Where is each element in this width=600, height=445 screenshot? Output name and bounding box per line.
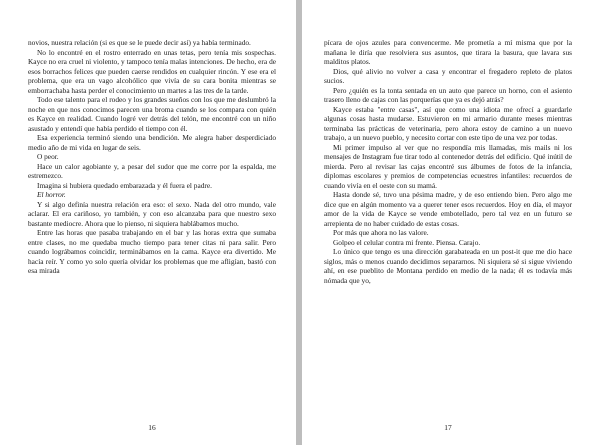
paragraph: No lo encontré en el rostro enterrado en unas tetas, pero tenía mis sospechas. Kayce no era cruel ni violento, y tampoco tenía malas intenciones. De hecho, era de esos borrachos felices que pueden caerse rendidos en cualquier rincón. Y ese era el problema, que era un vago alcohólico que vivía de su cara bonita mientras se emborrachaba hasta perder el conocimiento un martes a las tres de la tarde. xyxy=(28,47,276,95)
left-page-text xyxy=(28,38,276,276)
paragraph: Y si algo definía nuestra relación era eso: el sexo. Nada del otro mundo, vale aclarar. El era cariñoso, yo también, y con eso alcanzaba para que nuestro sexo bastante mediocre. Ahora que lo pienso, ni siquiera hablábamos mucho. xyxy=(28,199,276,228)
left-page xyxy=(0,0,296,445)
paragraph: Hace un calor agobiante y, a pesar del sudor que me corre por la espalda, me estremezco. xyxy=(28,161,276,180)
paragraph: Dios, qué alivio no volver a casa y encontrar el fregadero repleto de platos sucios. xyxy=(324,66,572,85)
paragraph: Por más que ahora no las valore. xyxy=(333,228,429,237)
right-page xyxy=(302,0,600,445)
right-page-text xyxy=(324,38,572,285)
paragraph: Pero ¿quién es la tonta sentada en un auto que parece un horno, con el asiento trasero lleno de cajas con las porquerías que ya es dejó atrás? xyxy=(324,85,572,104)
paragraph: Imagina si hubiera quedado embarazada y él fuera el padre. xyxy=(37,180,212,190)
paragraph: Entre las horas que pasaba trabajando en el bar y las horas extra que sumaba entre clases, no me quedaba mucho tiempo para tener citas ni para salir. Pero cuando lográbamos coincidir, terminábamos en la cama. Kayce era divertido. Me hacía reír. Y como yo solo quería olvidar los problemas que me afligían, bastó con esa mirada xyxy=(28,228,276,275)
paragraph: Mi primer impulso al ver que no respondía mis llamadas, mis mails ni los mensajes de Instagram fue tirar todo al contenedor detrás del edificio. Qué inútil de mierda. Pero al revisar las cajas encontré sus álbumes de fotos de la infancia, diplomas escolares y premios de competencias ecuestres infantiles: recuerdos de cuando vivía en el oeste con su mamá. xyxy=(324,142,572,190)
paragraph: Todo ese talento para el rodeo y los grandes sueños con los que me deslumbró la noche en que nos conocimos parecen una broma cuando se los compara con quién es Kayce en realidad. Cuando logré ver detrás del telón, me encontré con un niño asustado y entendí que había perdido el tiempo con él. xyxy=(28,95,276,133)
page-number: 17 xyxy=(444,423,452,432)
paragraph-italic: El horror. xyxy=(37,190,66,199)
paragraph: O peor. xyxy=(37,152,59,161)
paragraph: Esa experiencia terminó siendo una bendición. Me alegra haber desperdiciado medio año de mi vida en lugar de seis. xyxy=(28,133,276,152)
paragraph: Golpeo el celular contra mi frente. Piensa. Carajo. xyxy=(333,237,481,247)
paragraph: Kayce estaba "entre casas", así que como una idiota me ofrecí a guardarle algunas cosas hasta mudarse. Estuvieron en mi armario durante meses mientras terminaba las prácticas de veterinaria, pero ahora estoy de camino a un nuevo trabajo, a un nuevo pueblo, y necesito cortar con este tipo de una vez por todas. xyxy=(324,104,572,142)
paragraph: Lo único que tengo es una dirección garabateada en un post-it que me dio hace siglos, más o menos cuando decidimos separarnos. Ni siquiera sé si sigue viviendo ahí, en ese pueblito de Montana perdido en medio de la nada; él es todavía más nómada que yo, xyxy=(324,247,572,285)
paragraph: novios, nuestra relación (si es que se le puede decir así) ya había terminado. xyxy=(28,38,251,47)
page-number: 16 xyxy=(148,423,156,432)
paragraph: pícara de ojos azules para convencerme. Me prometía a mí misma que por la mañana le diría que resolviera sus asuntos, que tirara la basura, que lavara sus malditos platos. xyxy=(324,38,572,66)
paragraph: Hasta donde sé, tuvo una pésima madre, y de eso entiendo bien. Pero algo me dice que en algún momento va a querer tener esos recuerdos. Hoy en día, el mayor amor de la vida de Kayce se vende embotellado, pero tal vez en un futuro se arrepienta de no haber cuidado de estas cosas. xyxy=(324,190,572,228)
